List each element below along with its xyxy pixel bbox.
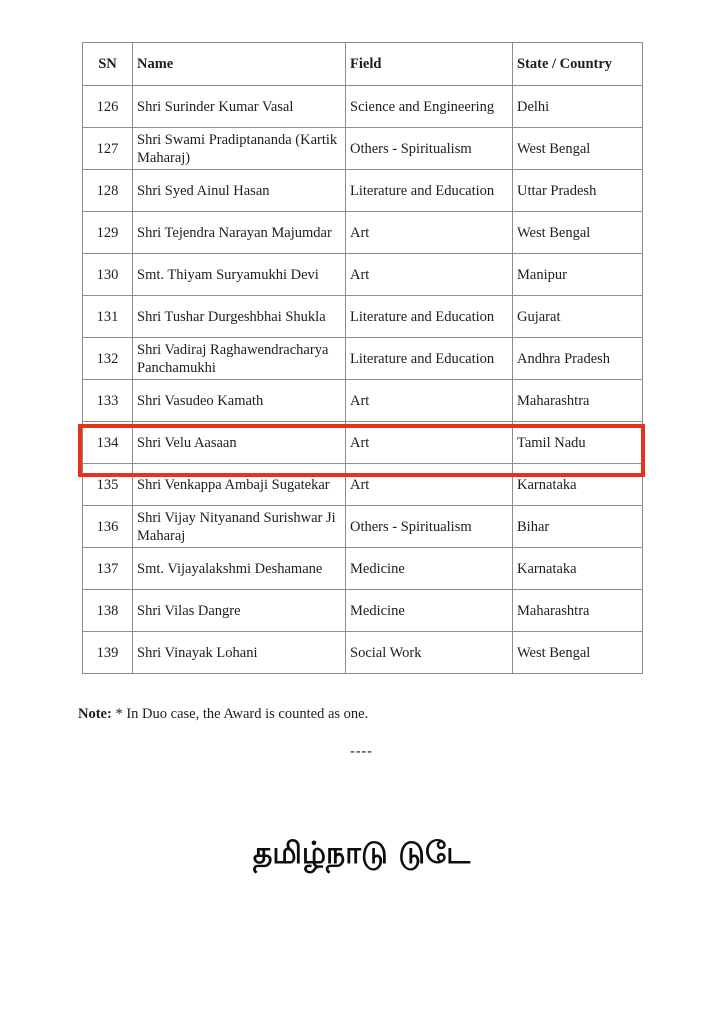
cell-field: Art — [346, 464, 513, 506]
cell-state: Andhra Pradesh — [513, 338, 643, 380]
header-sn: SN — [83, 43, 133, 86]
cell-name: Shri Vadiraj Raghawendracharya Panchamukhi — [133, 338, 346, 380]
table-row — [83, 86, 643, 128]
cell-state: West Bengal — [513, 632, 643, 674]
cell-name: Shri Tushar Durgeshbhai Shukla — [133, 296, 346, 338]
table-row — [83, 548, 643, 590]
cell-sn: 132 — [83, 338, 133, 380]
cell-sn: 127 — [83, 128, 133, 170]
table-row — [83, 128, 643, 170]
cell-sn: 134 — [83, 422, 133, 464]
header-state: State / Country — [513, 43, 643, 86]
cell-sn: 130 — [83, 254, 133, 296]
table-header-row — [83, 43, 643, 86]
table-row — [83, 632, 643, 674]
cell-sn: 126 — [83, 86, 133, 128]
cell-field: Art — [346, 254, 513, 296]
cell-state: West Bengal — [513, 128, 643, 170]
table-row — [83, 464, 643, 506]
cell-field: Medicine — [346, 590, 513, 632]
table-row — [83, 590, 643, 632]
cell-sn: 129 — [83, 212, 133, 254]
cell-field: Medicine — [346, 548, 513, 590]
table-body — [83, 86, 643, 674]
cell-field: Literature and Education — [346, 296, 513, 338]
cell-field: Others - Spiritualism — [346, 128, 513, 170]
cell-sn: 135 — [83, 464, 133, 506]
table-row — [83, 380, 643, 422]
note-text: * In Duo case, the Award is counted as one. — [111, 706, 369, 722]
cell-field: Literature and Education — [346, 338, 513, 380]
cell-name: Smt. Thiyam Suryamukhi Devi — [133, 254, 346, 296]
cell-sn: 136 — [83, 506, 133, 548]
cell-state: Maharashtra — [513, 590, 643, 632]
note-label: Note: — [78, 706, 112, 722]
table-row — [83, 212, 643, 254]
cell-state: Maharashtra — [513, 380, 643, 422]
table-row — [83, 296, 643, 338]
cell-name: Shri Vasudeo Kamath — [133, 380, 346, 422]
cell-sn: 137 — [83, 548, 133, 590]
cell-name: Shri Vijay Nityanand Surishwar Ji Maharaj — [133, 506, 346, 548]
cell-field: Social Work — [346, 632, 513, 674]
cell-name: Shri Syed Ainul Hasan — [133, 170, 346, 212]
cell-sn: 133 — [83, 380, 133, 422]
awards-table — [82, 42, 643, 674]
cell-state: West Bengal — [513, 212, 643, 254]
header-name: Name — [133, 43, 346, 86]
table-row-highlighted — [83, 422, 643, 464]
cell-state: Delhi — [513, 86, 643, 128]
cell-name: Shri Vilas Dangre — [133, 590, 346, 632]
table-row — [83, 338, 643, 380]
cell-name: Shri Surinder Kumar Vasal — [133, 86, 346, 128]
cell-name: Smt. Vijayalakshmi Deshamane — [133, 548, 346, 590]
cell-state: Gujarat — [513, 296, 643, 338]
channel-watermark: தமிழ்நாடு டுடே — [252, 836, 471, 871]
cell-sn: 138 — [83, 590, 133, 632]
cell-field: Literature and Education — [346, 170, 513, 212]
cell-name: Shri Venkappa Ambaji Sugatekar — [133, 464, 346, 506]
cell-name: Shri Tejendra Narayan Majumdar — [133, 212, 346, 254]
cell-sn: 139 — [83, 632, 133, 674]
cell-state: Karnataka — [513, 464, 643, 506]
cell-state: Uttar Pradesh — [513, 170, 643, 212]
cell-sn: 131 — [83, 296, 133, 338]
cell-field: Others - Spiritualism — [346, 506, 513, 548]
header-field: Field — [346, 43, 513, 86]
cell-state: Bihar — [513, 506, 643, 548]
table-row — [83, 170, 643, 212]
cell-name: Shri Vinayak Lohani — [133, 632, 346, 674]
table-row — [83, 254, 643, 296]
footnote — [78, 706, 368, 723]
cell-field: Science and Engineering — [346, 86, 513, 128]
cell-field: Art — [346, 212, 513, 254]
cell-name: Shri Swami Pradiptananda (Kartik Maharaj) — [133, 128, 346, 170]
cell-field: Art — [346, 380, 513, 422]
end-mark: ---- — [350, 744, 373, 759]
cell-state: Tamil Nadu — [513, 422, 643, 464]
cell-sn: 128 — [83, 170, 133, 212]
cell-name: Shri Velu Aasaan — [133, 422, 346, 464]
cell-state: Manipur — [513, 254, 643, 296]
cell-field: Art — [346, 422, 513, 464]
table-row — [83, 506, 643, 548]
cell-state: Karnataka — [513, 548, 643, 590]
